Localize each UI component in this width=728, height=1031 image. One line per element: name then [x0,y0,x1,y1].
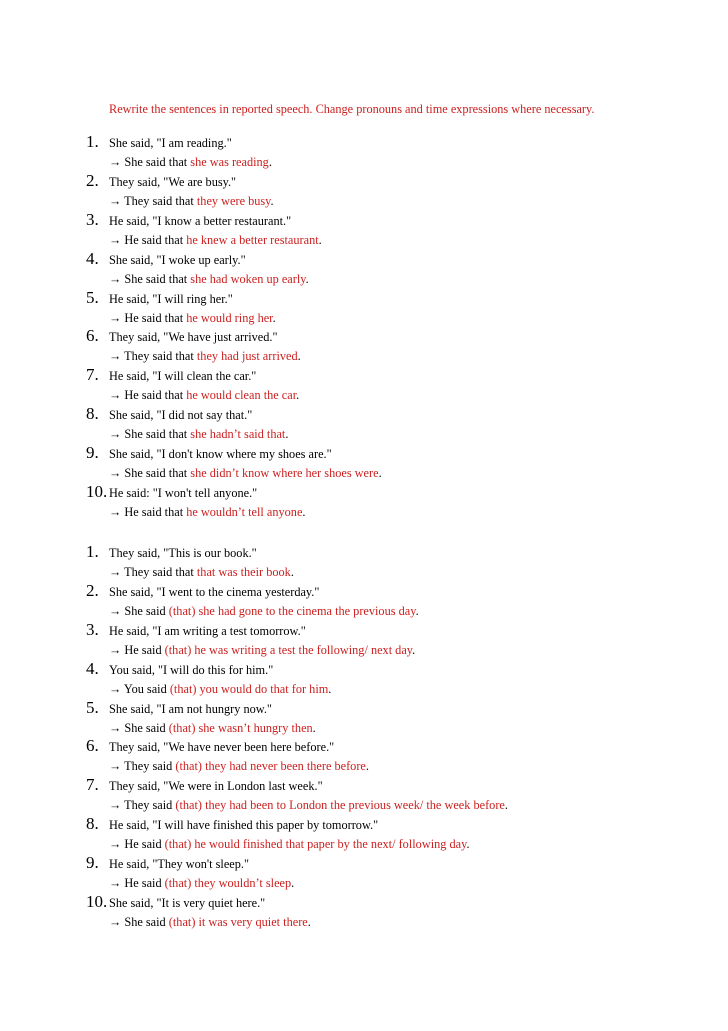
direct-speech-sentence: He said: "I won't tell anyone." [109,486,258,501]
direct-speech-sentence: She said, "I woke up early." [109,252,246,267]
answer-period: . [272,310,276,325]
reported-speech-line [109,232,322,248]
answer-lead: → They said [109,759,176,774]
item-number: 7. [86,365,99,385]
direct-speech-sentence: They said, "This is our book." [109,546,257,560]
item-number: 10. [86,892,108,912]
item-number: 3. [86,619,99,639]
answer-period: . [290,565,294,579]
direct-speech-sentence: He said, "I will clean the car." [109,369,257,384]
item-number: 3. [86,209,99,229]
reported-speech-line [109,564,294,580]
answer-text: (that) they wouldn’t sleep [164,876,292,891]
exercise-item [0,171,728,210]
answer-lead: → He said [109,837,165,852]
exercise-section-2 [0,542,728,931]
reported-speech-line [109,914,311,930]
answer-text: she hadn’t said that [190,427,286,442]
item-number: 2. [86,170,99,190]
answer-period: . [305,271,309,286]
item-number: 10. [86,482,108,502]
exercise-item [0,892,728,931]
direct-speech-sentence: He said, "I will ring her." [109,291,233,306]
reported-speech-line [109,642,415,658]
answer-lead: → He said that [109,310,187,325]
direct-speech-sentence: They said, "We have just arrived." [109,330,278,345]
exercise-item [0,853,728,892]
answer-text: she didn’t know where her shoes were [190,466,379,481]
answer-period: . [291,876,295,891]
answer-lead: → They said that [109,193,197,208]
exercise-item [0,659,728,698]
answer-text: (that) she had gone to the cinema the previous day [168,603,416,618]
answer-text: he wouldn’t tell anyone [186,505,303,520]
item-number: 6. [86,736,99,756]
answer-lead: → You said [109,681,170,696]
answer-lead: → She said [109,720,169,735]
reported-speech-line [109,720,316,736]
answer-period: . [296,388,300,403]
answer-text: he would ring her [186,310,273,325]
answer-period: . [302,505,306,520]
answer-lead: → She said that [109,155,191,169]
item-number: 8. [86,814,99,834]
answer-text: (that) he was writing a test the following/ next day [164,642,413,657]
answer-text: she had woken up early [190,271,306,286]
instruction-text: Rewrite the sentences in reported speech. Change pronouns and time expressions where necessary. [109,102,595,116]
reported-speech-line [109,271,309,287]
item-number: 1. [86,132,99,151]
exercise-item [0,249,728,288]
direct-speech-sentence: They said, "We were in London last week." [109,779,323,794]
reported-speech-line [109,603,419,619]
direct-speech-sentence: They said, "We are busy." [109,174,237,189]
answer-lead: → She said that [109,427,191,442]
reported-speech-line [109,310,276,326]
reported-speech-line [109,875,294,891]
item-number: 9. [86,853,99,873]
exercise-item [0,210,728,249]
item-number: 8. [86,404,99,424]
exercise-item [0,288,728,327]
answer-text: (that) they had been to London the previous week/ the week before [175,798,505,813]
answer-period: . [365,759,369,774]
reported-speech-line [109,681,331,697]
direct-speech-sentence: He said, "I know a better restaurant." [109,213,292,228]
answer-period: . [312,720,316,735]
exercise-item [0,132,728,171]
answer-period: . [268,155,272,169]
answer-text: (that) she wasn’t hungry then [168,720,313,735]
item-number: 4. [86,658,99,678]
answer-period: . [307,915,311,930]
answer-period: . [270,193,274,208]
reported-speech-line [109,797,508,813]
direct-speech-sentence: She said, "I don't know where my shoes are." [109,447,332,462]
direct-speech-sentence: You said, "I will do this for him." [109,662,274,677]
exercise-item [0,443,728,482]
answer-lead: → He said [109,876,165,891]
item-number: 1. [86,542,99,561]
answer-lead: → They said that [109,565,197,579]
exercise-item [0,404,728,443]
answer-text: (that) they had never been there before [175,759,366,774]
answer-lead: → They said that [109,349,197,364]
answer-lead: → She said [109,603,169,618]
exercise-item [0,736,728,775]
answer-text: he would clean the car [186,388,297,403]
exercise-item [0,581,728,620]
answer-lead: → She said that [109,271,191,286]
answer-period: . [504,798,508,813]
item-number: 5. [86,287,99,307]
answer-lead: → They said [109,798,176,813]
answer-text: (that) you would do that for him [169,681,329,696]
answer-lead: → He said [109,642,165,657]
item-number: 7. [86,775,99,795]
direct-speech-sentence: She said, "I am reading." [109,136,232,150]
reported-speech-line [109,426,288,442]
answer-period: . [415,603,419,618]
answer-period: . [378,466,382,481]
answer-text: they were busy [196,193,271,208]
reported-speech-line [109,387,299,403]
item-number: 5. [86,697,99,717]
direct-speech-sentence: She said, "I did not say that." [109,408,253,423]
exercise-item [0,698,728,737]
item-number: 2. [86,580,99,600]
answer-text: that was their book [196,565,291,579]
exercise-item [0,365,728,404]
exercise-item [0,620,728,659]
direct-speech-sentence: They said, "We have never been here before." [109,740,335,755]
answer-lead: → He said that [109,388,187,403]
answer-period: . [328,681,332,696]
reported-speech-line [109,465,382,481]
item-number: 9. [86,443,99,463]
exercise-item [0,775,728,814]
reported-speech-line [109,348,301,364]
reported-speech-line [109,154,272,170]
answer-period: . [412,642,416,657]
direct-speech-sentence: He said, "They won't sleep." [109,857,249,872]
answer-text: (that) he would finished that paper by the next/ following day [164,837,467,852]
item-number: 4. [86,248,99,268]
reported-speech-line [109,758,369,774]
answer-period: . [285,427,289,442]
exercise-item [0,814,728,853]
exercise-section-1 [0,132,728,521]
answer-lead: → He said that [109,232,187,247]
direct-speech-sentence: She said, "It is very quiet here." [109,896,266,911]
direct-speech-sentence: He said, "I will have finished this paper by tomorrow." [109,818,379,833]
answer-period: . [466,837,470,852]
answer-lead: → She said that [109,466,191,481]
reported-speech-line [109,504,306,520]
direct-speech-sentence: She said, "I went to the cinema yesterday." [109,584,320,599]
answer-text: they had just arrived [196,349,298,364]
answer-text: he knew a better restaurant [186,232,319,247]
reported-speech-line [109,193,274,209]
direct-speech-sentence: He said, "I am writing a test tomorrow." [109,623,306,638]
answer-text: she was reading [190,155,269,169]
exercise-item [0,326,728,365]
answer-period: . [297,349,301,364]
answer-lead: → She said [109,915,169,930]
answer-text: (that) it was very quiet there [168,915,308,930]
direct-speech-sentence: She said, "I am not hungry now." [109,701,272,716]
reported-speech-line [109,836,470,852]
item-number: 6. [86,326,99,346]
answer-period: . [318,232,322,247]
exercise-item [0,542,728,581]
exercise-item [0,482,728,521]
answer-lead: → He said that [109,505,187,520]
